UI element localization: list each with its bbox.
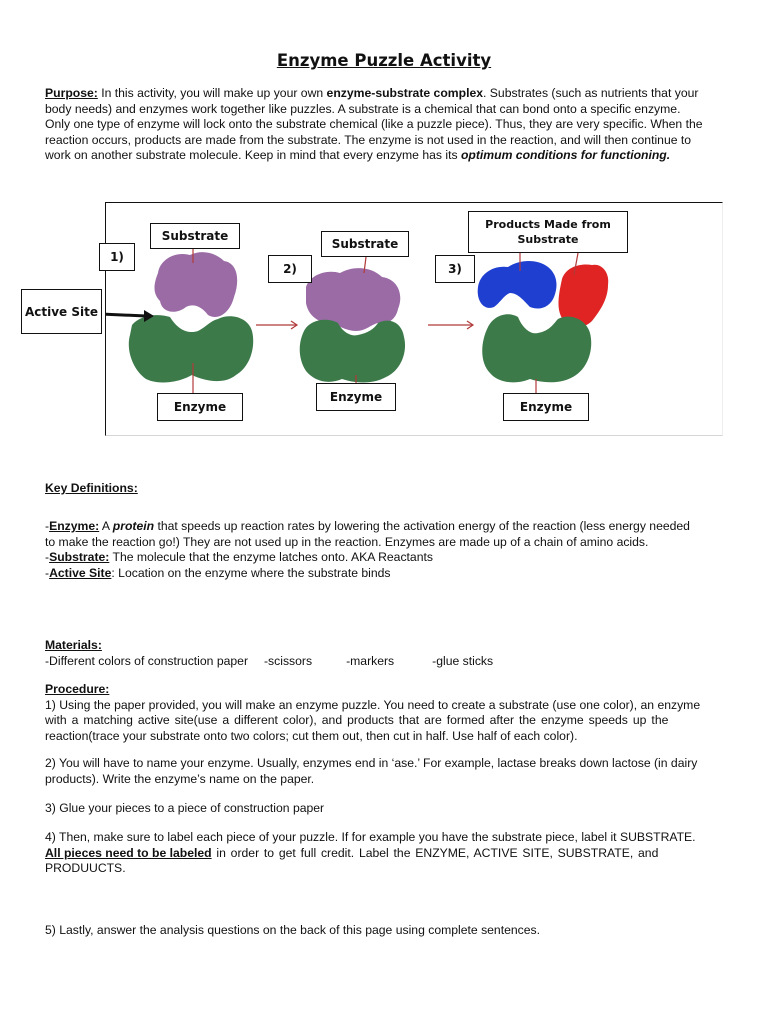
definition-enzyme-line-2: to make the reaction go!) They are not used up in the reaction. Enzymes are made up of a chain of amino acids. bbox=[45, 534, 649, 549]
all-pieces-labeled-emphasis: All pieces need to be labeled bbox=[45, 845, 212, 860]
procedure-step-3-text: 3) Glue your pieces to a piece of construction paper bbox=[45, 801, 325, 815]
definition-text: A bbox=[99, 519, 113, 533]
enzyme-label-1: Enzyme bbox=[157, 393, 243, 421]
reaction-arrow-1 bbox=[256, 321, 297, 329]
material-item: -Different colors of construction paper bbox=[45, 653, 248, 668]
materials-list bbox=[45, 654, 725, 670]
procedure-step-2-line-1: 2) You will have to name your enzyme. Usually, enzymes end in ‘ase.’ For example, lactase breaks down lactose (in dairy bbox=[45, 756, 698, 770]
purpose-text: work on another substrate molecule. Keep in mind that every enzyme has its bbox=[45, 148, 461, 163]
reaction-arrow-2 bbox=[428, 321, 473, 329]
products-label bbox=[468, 211, 628, 253]
protein-term: protein bbox=[112, 519, 155, 533]
active-site-label: Active Site bbox=[21, 289, 102, 334]
definition-substrate: -Substrate: The molecule that the enzyme latches onto. AKA Reactants bbox=[45, 550, 433, 565]
definitions-heading bbox=[45, 481, 725, 497]
enzyme-term: Enzyme: bbox=[49, 519, 100, 533]
purpose-line-5 bbox=[45, 148, 725, 164]
definition-enzyme-line-1: -Enzyme: A protein that speeds up reaction rates by lowering the activation energy of the reaction (less energy needed bbox=[45, 519, 690, 533]
procedure-step-4-line-3: PRODUUCTS. bbox=[45, 861, 126, 876]
definition-text: : Location on the enzyme where the substrate binds bbox=[111, 565, 391, 580]
enzyme-diagram bbox=[105, 202, 723, 436]
purpose-text: . Substrates (such as nutrients that your bbox=[483, 86, 699, 100]
definitions-heading-text: Key Definitions: bbox=[45, 481, 138, 495]
procedure-step-1-line-2: with a matching active site(use a different color), and products that are formed after the enzyme speeds up the bbox=[45, 713, 669, 728]
products-label-line-2: Substrate bbox=[517, 233, 579, 246]
substrate-term: Substrate: bbox=[49, 550, 110, 565]
enzyme-label-3: Enzyme bbox=[503, 393, 589, 421]
step-2-label: 2) bbox=[268, 255, 312, 283]
purpose-line-4: reaction occurs, products are made from the substrate. The enzyme is not used in the reaction, and will then continue to bbox=[45, 132, 692, 147]
substrate-label-2: Substrate bbox=[321, 231, 409, 257]
procedure-heading: Procedure: bbox=[45, 682, 110, 696]
active-site-arrow bbox=[106, 310, 154, 322]
definition-active-site: -Active Site: Location on the enzyme where the substrate binds bbox=[45, 565, 391, 580]
procedure-step-4 bbox=[45, 830, 725, 877]
procedure-step-4-line-2 bbox=[45, 846, 725, 862]
step-3-label: 3) bbox=[435, 255, 475, 283]
active-site-term: Active Site bbox=[49, 565, 112, 580]
purpose-label: Purpose: bbox=[45, 86, 98, 100]
enzyme-substrate-complex-term: enzyme-substrate complex bbox=[326, 86, 484, 100]
substrate-shape-1 bbox=[155, 252, 238, 317]
purpose-text: In this activity, you will make up your own bbox=[97, 86, 327, 100]
procedure-text: in order to get full credit. Label the ENZYME, ACTIVE SITE, SUBSTRATE, and bbox=[211, 845, 659, 860]
product-blue-shape bbox=[478, 261, 557, 309]
procedure-step-1-line-1: 1) Using the paper provided, you will make an enzyme puzzle. You need to create a substrate (use one color), an enzyme bbox=[45, 697, 701, 712]
purpose-line-3: Only one type of enzyme will lock onto the substrate chemical (like a puzzle piece). Thus, they are very specific. When the bbox=[45, 117, 703, 132]
definition-text: that speeds up reaction rates by lowering the activation energy of the reaction (less energy needed bbox=[154, 519, 690, 533]
substrate-label-1: Substrate bbox=[150, 223, 240, 249]
procedure-step-4-line-1: 4) Then, make sure to label each piece of your puzzle. If for example you have the substrate piece, label it SUBSTRATE. bbox=[45, 830, 696, 844]
procedure-section bbox=[45, 682, 725, 744]
purpose-line-2: body needs) and enzymes work together like puzzles. A substrate is a chemical that can bond onto a specific enzyme. bbox=[45, 101, 681, 116]
definitions-list bbox=[45, 519, 725, 581]
optimum-conditions-term: optimum conditions for functioning. bbox=[460, 148, 671, 163]
purpose-line-1 bbox=[45, 86, 725, 102]
definition-text: The molecule that the enzyme latches onto. AKA Reactants bbox=[109, 550, 433, 565]
step-1-label: 1) bbox=[99, 243, 135, 271]
procedure-step-3 bbox=[45, 801, 725, 817]
procedure-step-1-line-3: reaction(trace your substrate onto two colors; cut them out, then cut in half. Use half of each color). bbox=[45, 728, 578, 743]
procedure-step-5 bbox=[45, 923, 725, 939]
procedure-step-2 bbox=[45, 756, 725, 787]
procedure-step-2-line-2: products). Write the enzyme’s name on the paper. bbox=[45, 771, 315, 786]
material-item: -glue sticks bbox=[432, 653, 494, 668]
material-item: -scissors bbox=[264, 653, 313, 668]
enzyme-shape-3 bbox=[482, 314, 591, 382]
page-title: Enzyme Puzzle Activity bbox=[276, 51, 492, 70]
materials-section bbox=[45, 638, 725, 669]
enzyme-shape-1 bbox=[129, 315, 253, 382]
enzyme-label-2: Enzyme bbox=[316, 383, 396, 411]
procedure-step-5-text: 5) Lastly, answer the analysis questions on the back of this page using complete sentences. bbox=[45, 923, 541, 937]
materials-heading: Materials: bbox=[45, 638, 102, 652]
material-item: -markers bbox=[346, 653, 395, 668]
purpose-paragraph bbox=[45, 86, 725, 164]
products-label-line-1: Products Made from bbox=[485, 218, 611, 231]
